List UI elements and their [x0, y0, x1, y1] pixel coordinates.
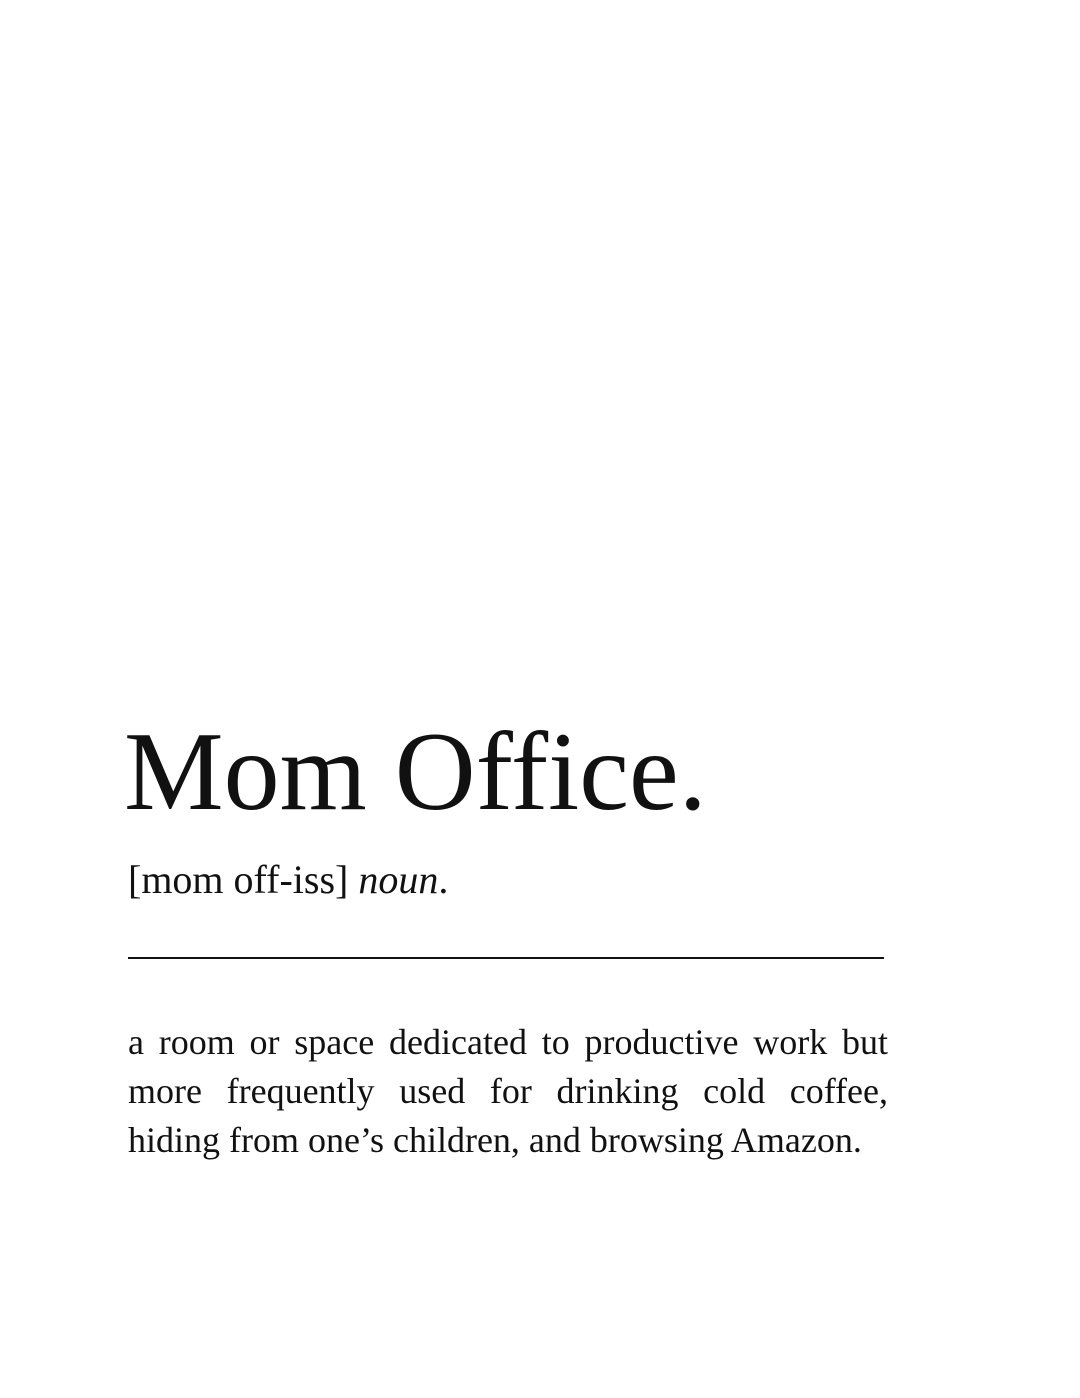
part-of-speech: noun	[358, 857, 439, 902]
entry-term: Mom Office.	[124, 710, 707, 834]
pronunciation: [mom off-iss]	[128, 857, 349, 902]
divider-rule	[128, 957, 884, 959]
pos-punctuation: .	[438, 857, 449, 902]
definition-text: a room or space dedicated to productive work but more frequently used for drinking cold coffee, hiding from one’s children, and browsing Amazon.	[128, 1022, 888, 1160]
pronunciation-line	[128, 857, 449, 902]
